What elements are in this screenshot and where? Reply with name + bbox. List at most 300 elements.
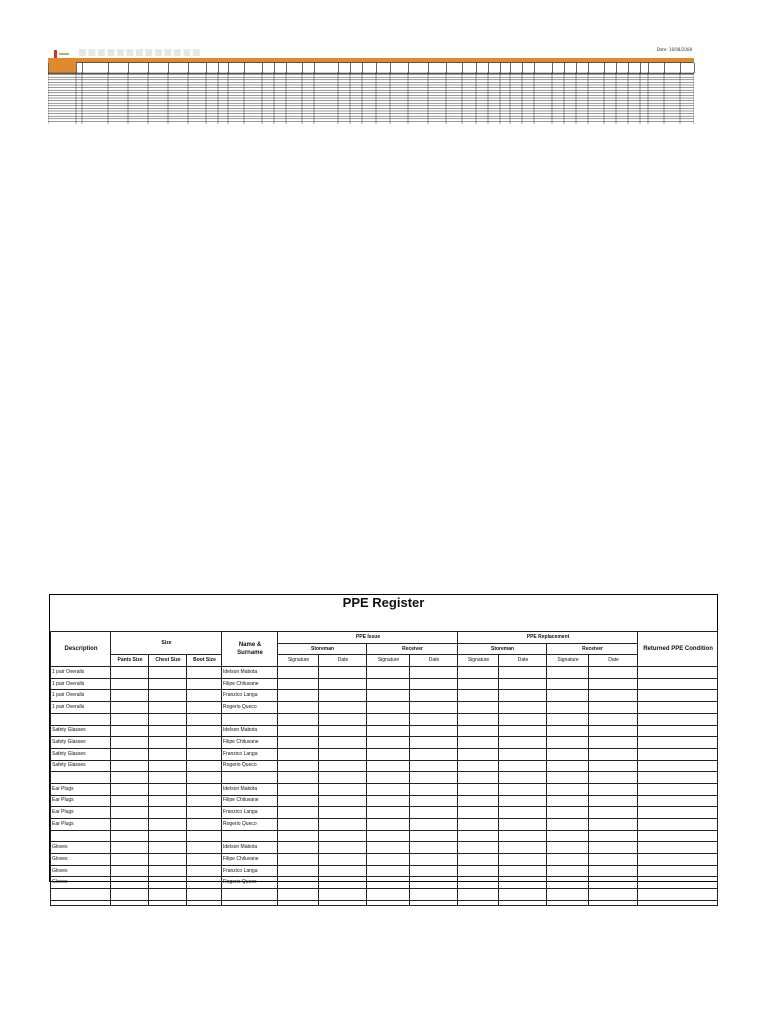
row-empty-cell[interactable] bbox=[589, 783, 638, 795]
row-empty-cell[interactable] bbox=[458, 819, 499, 831]
row-empty-cell[interactable] bbox=[319, 748, 367, 760]
row-empty-cell[interactable] bbox=[547, 842, 589, 854]
row-empty-cell[interactable] bbox=[187, 678, 222, 690]
row-description-cell[interactable]: Safety Glasses bbox=[51, 737, 111, 749]
row-empty-cell[interactable] bbox=[111, 760, 149, 772]
row-empty-cell[interactable] bbox=[547, 725, 589, 737]
row-name-cell[interactable]: Franzico Langa bbox=[222, 865, 278, 877]
row-empty-cell[interactable] bbox=[410, 830, 458, 842]
row-description-cell[interactable] bbox=[51, 889, 111, 901]
row-empty-cell[interactable] bbox=[410, 783, 458, 795]
row-empty-cell[interactable] bbox=[187, 842, 222, 854]
row-description-cell[interactable]: 1 pair Overalls bbox=[51, 702, 111, 714]
row-empty-cell[interactable] bbox=[319, 737, 367, 749]
row-empty-cell[interactable] bbox=[589, 690, 638, 702]
row-empty-cell[interactable] bbox=[367, 830, 410, 842]
row-empty-cell[interactable] bbox=[278, 854, 319, 866]
row-empty-cell[interactable] bbox=[638, 842, 718, 854]
row-empty-cell[interactable] bbox=[111, 830, 149, 842]
row-empty-cell[interactable] bbox=[638, 865, 718, 877]
row-empty-cell[interactable] bbox=[458, 807, 499, 819]
row-empty-cell[interactable] bbox=[547, 760, 589, 772]
row-empty-cell[interactable] bbox=[410, 690, 458, 702]
row-empty-cell[interactable] bbox=[319, 854, 367, 866]
row-empty-cell[interactable] bbox=[458, 900, 499, 905]
row-empty-cell[interactable] bbox=[278, 842, 319, 854]
row-empty-cell[interactable] bbox=[367, 889, 410, 901]
row-empty-cell[interactable] bbox=[187, 865, 222, 877]
row-empty-cell[interactable] bbox=[149, 713, 187, 725]
row-name-cell[interactable]: Rogerio Queco bbox=[222, 760, 278, 772]
row-name-cell[interactable]: Filipe Chiluvane bbox=[222, 737, 278, 749]
row-name-cell[interactable]: Idelson Mabota bbox=[222, 725, 278, 737]
row-name-cell[interactable]: Idelson Mabota bbox=[222, 842, 278, 854]
row-empty-cell[interactable] bbox=[410, 725, 458, 737]
row-empty-cell[interactable] bbox=[410, 819, 458, 831]
row-empty-cell[interactable] bbox=[319, 713, 367, 725]
row-empty-cell[interactable] bbox=[638, 667, 718, 679]
row-description-cell[interactable]: Safety Glasses bbox=[51, 760, 111, 772]
row-empty-cell[interactable] bbox=[278, 737, 319, 749]
row-empty-cell[interactable] bbox=[547, 877, 589, 889]
row-empty-cell[interactable] bbox=[149, 830, 187, 842]
row-description-cell[interactable]: Gloves bbox=[51, 877, 111, 889]
row-empty-cell[interactable] bbox=[410, 667, 458, 679]
row-empty-cell[interactable] bbox=[111, 795, 149, 807]
row-empty-cell[interactable] bbox=[187, 772, 222, 784]
row-empty-cell[interactable] bbox=[499, 865, 547, 877]
row-empty-cell[interactable] bbox=[187, 702, 222, 714]
header-chest-size: Chest Size bbox=[149, 655, 187, 667]
row-empty-cell[interactable] bbox=[149, 865, 187, 877]
row-empty-cell[interactable] bbox=[547, 690, 589, 702]
row-empty-cell[interactable] bbox=[149, 772, 187, 784]
row-description-cell[interactable]: 1 pair Overalls bbox=[51, 678, 111, 690]
row-description-cell[interactable]: 1 pair Overalls bbox=[51, 667, 111, 679]
row-empty-cell[interactable] bbox=[149, 854, 187, 866]
row-description-cell[interactable]: Ear Plugs bbox=[51, 807, 111, 819]
row-empty-cell[interactable] bbox=[367, 667, 410, 679]
row-empty-cell[interactable] bbox=[589, 819, 638, 831]
row-empty-cell[interactable] bbox=[547, 900, 589, 905]
row-empty-cell[interactable] bbox=[149, 807, 187, 819]
row-empty-cell[interactable] bbox=[111, 702, 149, 714]
row-empty-cell[interactable] bbox=[319, 795, 367, 807]
row-empty-cell[interactable] bbox=[547, 737, 589, 749]
row-empty-cell[interactable] bbox=[278, 900, 319, 905]
table-row bbox=[51, 795, 718, 807]
row-name-cell[interactable]: Rogerio Queco bbox=[222, 819, 278, 831]
row-empty-cell[interactable] bbox=[547, 678, 589, 690]
row-empty-cell[interactable] bbox=[278, 725, 319, 737]
row-empty-cell[interactable] bbox=[547, 795, 589, 807]
row-empty-cell[interactable] bbox=[111, 772, 149, 784]
row-empty-cell[interactable] bbox=[367, 690, 410, 702]
row-empty-cell[interactable] bbox=[367, 772, 410, 784]
row-empty-cell[interactable] bbox=[638, 748, 718, 760]
row-empty-cell[interactable] bbox=[187, 830, 222, 842]
row-empty-cell[interactable] bbox=[499, 737, 547, 749]
row-empty-cell[interactable] bbox=[638, 690, 718, 702]
row-empty-cell[interactable] bbox=[187, 748, 222, 760]
row-empty-cell[interactable] bbox=[187, 900, 222, 905]
row-name-cell[interactable]: Rogerio Queco bbox=[222, 877, 278, 889]
row-name-cell[interactable]: Filipe Chiluvane bbox=[222, 854, 278, 866]
row-empty-cell[interactable] bbox=[589, 889, 638, 901]
row-description-cell[interactable]: Ear Plugs bbox=[51, 783, 111, 795]
row-empty-cell[interactable] bbox=[367, 737, 410, 749]
row-empty-cell[interactable] bbox=[278, 678, 319, 690]
row-empty-cell[interactable] bbox=[367, 807, 410, 819]
row-empty-cell[interactable] bbox=[111, 854, 149, 866]
row-empty-cell[interactable] bbox=[149, 725, 187, 737]
row-empty-cell[interactable] bbox=[278, 807, 319, 819]
row-empty-cell[interactable] bbox=[367, 760, 410, 772]
row-empty-cell[interactable] bbox=[547, 713, 589, 725]
row-empty-cell[interactable] bbox=[458, 713, 499, 725]
row-empty-cell[interactable] bbox=[222, 900, 278, 905]
row-empty-cell[interactable] bbox=[458, 877, 499, 889]
row-empty-cell[interactable] bbox=[319, 889, 367, 901]
row-empty-cell[interactable] bbox=[367, 725, 410, 737]
row-empty-cell[interactable] bbox=[499, 667, 547, 679]
row-empty-cell[interactable] bbox=[458, 737, 499, 749]
row-name-cell[interactable]: Franzico Langa bbox=[222, 690, 278, 702]
row-empty-cell[interactable] bbox=[589, 702, 638, 714]
row-name-cell[interactable]: Idelson Mabota bbox=[222, 783, 278, 795]
row-empty-cell[interactable] bbox=[589, 830, 638, 842]
row-empty-cell[interactable] bbox=[410, 702, 458, 714]
row-empty-cell[interactable] bbox=[111, 889, 149, 901]
header-pants-size: Pants Size bbox=[111, 655, 149, 667]
header-issue-storeman-date: Date bbox=[319, 655, 367, 667]
row-empty-cell[interactable] bbox=[589, 854, 638, 866]
row-empty-cell[interactable] bbox=[589, 760, 638, 772]
row-empty-cell[interactable] bbox=[458, 830, 499, 842]
row-empty-cell[interactable] bbox=[111, 690, 149, 702]
row-empty-cell[interactable] bbox=[410, 713, 458, 725]
row-name-cell[interactable] bbox=[222, 772, 278, 784]
row-empty-cell[interactable] bbox=[499, 819, 547, 831]
row-empty-cell[interactable] bbox=[410, 737, 458, 749]
row-empty-cell[interactable] bbox=[149, 889, 187, 901]
row-empty-cell[interactable] bbox=[278, 819, 319, 831]
row-empty-cell[interactable] bbox=[278, 702, 319, 714]
row-empty-cell[interactable] bbox=[149, 678, 187, 690]
row-empty-cell[interactable] bbox=[458, 795, 499, 807]
row-empty-cell[interactable] bbox=[547, 854, 589, 866]
row-empty-cell[interactable] bbox=[410, 678, 458, 690]
row-empty-cell[interactable] bbox=[499, 772, 547, 784]
row-empty-cell[interactable] bbox=[547, 783, 589, 795]
row-empty-cell[interactable] bbox=[638, 807, 718, 819]
row-empty-cell[interactable] bbox=[547, 702, 589, 714]
row-empty-cell[interactable] bbox=[410, 748, 458, 760]
table-row bbox=[51, 713, 718, 725]
row-description-cell[interactable]: Gloves bbox=[51, 842, 111, 854]
row-description-cell[interactable] bbox=[51, 830, 111, 842]
row-empty-cell[interactable] bbox=[410, 795, 458, 807]
row-empty-cell[interactable] bbox=[547, 819, 589, 831]
row-empty-cell[interactable] bbox=[458, 842, 499, 854]
row-empty-cell[interactable] bbox=[111, 783, 149, 795]
row-empty-cell[interactable] bbox=[278, 667, 319, 679]
row-description-cell[interactable]: Safety Glasses bbox=[51, 748, 111, 760]
row-empty-cell[interactable] bbox=[458, 690, 499, 702]
row-empty-cell[interactable] bbox=[149, 900, 187, 905]
row-description-cell[interactable]: Ear Plugs bbox=[51, 795, 111, 807]
row-empty-cell[interactable] bbox=[319, 702, 367, 714]
row-empty-cell[interactable] bbox=[319, 678, 367, 690]
row-empty-cell[interactable] bbox=[319, 842, 367, 854]
row-empty-cell[interactable] bbox=[111, 877, 149, 889]
row-empty-cell[interactable] bbox=[187, 807, 222, 819]
row-empty-cell[interactable] bbox=[638, 725, 718, 737]
row-empty-cell[interactable] bbox=[458, 772, 499, 784]
row-description-cell[interactable]: 1 pair Overalls bbox=[51, 690, 111, 702]
row-empty-cell[interactable] bbox=[367, 819, 410, 831]
row-empty-cell[interactable] bbox=[410, 900, 458, 905]
row-empty-cell[interactable] bbox=[638, 772, 718, 784]
row-empty-cell[interactable] bbox=[187, 737, 222, 749]
row-empty-cell[interactable] bbox=[638, 795, 718, 807]
row-empty-cell[interactable] bbox=[149, 842, 187, 854]
row-empty-cell[interactable] bbox=[278, 772, 319, 784]
row-empty-cell[interactable] bbox=[187, 854, 222, 866]
row-empty-cell[interactable] bbox=[589, 737, 638, 749]
row-empty-cell[interactable] bbox=[547, 807, 589, 819]
row-empty-cell[interactable] bbox=[589, 807, 638, 819]
row-empty-cell[interactable] bbox=[111, 819, 149, 831]
row-empty-cell[interactable] bbox=[149, 702, 187, 714]
row-empty-cell[interactable] bbox=[367, 877, 410, 889]
row-empty-cell[interactable] bbox=[458, 760, 499, 772]
row-empty-cell[interactable] bbox=[458, 889, 499, 901]
row-empty-cell[interactable] bbox=[278, 690, 319, 702]
row-empty-cell[interactable] bbox=[547, 889, 589, 901]
row-empty-cell[interactable] bbox=[367, 783, 410, 795]
row-empty-cell[interactable] bbox=[367, 748, 410, 760]
row-empty-cell[interactable] bbox=[638, 819, 718, 831]
row-name-cell[interactable]: Filipe Chiluvane bbox=[222, 795, 278, 807]
row-empty-cell[interactable] bbox=[187, 713, 222, 725]
row-empty-cell[interactable] bbox=[111, 842, 149, 854]
row-empty-cell[interactable] bbox=[319, 667, 367, 679]
row-empty-cell[interactable] bbox=[638, 854, 718, 866]
row-empty-cell[interactable] bbox=[187, 760, 222, 772]
row-empty-cell[interactable] bbox=[638, 760, 718, 772]
row-empty-cell[interactable] bbox=[187, 889, 222, 901]
row-empty-cell[interactable] bbox=[149, 737, 187, 749]
row-name-cell[interactable] bbox=[222, 889, 278, 901]
row-description-cell[interactable]: Ear Plugs bbox=[51, 819, 111, 831]
row-empty-cell[interactable] bbox=[278, 760, 319, 772]
row-empty-cell[interactable] bbox=[547, 772, 589, 784]
row-empty-cell[interactable] bbox=[111, 748, 149, 760]
row-empty-cell[interactable] bbox=[319, 807, 367, 819]
row-empty-cell[interactable] bbox=[638, 830, 718, 842]
row-empty-cell[interactable] bbox=[499, 877, 547, 889]
row-empty-cell[interactable] bbox=[589, 713, 638, 725]
row-empty-cell[interactable] bbox=[547, 830, 589, 842]
row-empty-cell[interactable] bbox=[319, 783, 367, 795]
row-empty-cell[interactable] bbox=[458, 865, 499, 877]
row-empty-cell[interactable] bbox=[319, 725, 367, 737]
row-empty-cell[interactable] bbox=[149, 690, 187, 702]
row-empty-cell[interactable] bbox=[410, 760, 458, 772]
row-empty-cell[interactable] bbox=[319, 830, 367, 842]
row-empty-cell[interactable] bbox=[149, 748, 187, 760]
row-empty-cell[interactable] bbox=[638, 877, 718, 889]
row-empty-cell[interactable] bbox=[111, 725, 149, 737]
row-empty-cell[interactable] bbox=[149, 667, 187, 679]
row-description-cell[interactable]: Safety Glasses bbox=[51, 725, 111, 737]
row-empty-cell[interactable] bbox=[499, 842, 547, 854]
row-name-cell[interactable]: Filipe Chiluvane bbox=[222, 678, 278, 690]
row-empty-cell[interactable] bbox=[187, 725, 222, 737]
row-empty-cell[interactable] bbox=[187, 877, 222, 889]
row-empty-cell[interactable] bbox=[278, 889, 319, 901]
row-name-cell[interactable]: Rogerio Queco bbox=[222, 702, 278, 714]
row-name-cell[interactable] bbox=[222, 713, 278, 725]
row-empty-cell[interactable] bbox=[187, 819, 222, 831]
row-empty-cell[interactable] bbox=[278, 877, 319, 889]
row-empty-cell[interactable] bbox=[149, 795, 187, 807]
row-empty-cell[interactable] bbox=[319, 772, 367, 784]
row-description-cell[interactable] bbox=[51, 772, 111, 784]
row-name-cell[interactable]: Idelson Mabota bbox=[222, 667, 278, 679]
row-empty-cell[interactable] bbox=[589, 748, 638, 760]
row-description-cell[interactable]: Gloves bbox=[51, 854, 111, 866]
row-empty-cell[interactable] bbox=[319, 819, 367, 831]
row-empty-cell[interactable] bbox=[499, 830, 547, 842]
row-empty-cell[interactable] bbox=[367, 854, 410, 866]
row-empty-cell[interactable] bbox=[367, 678, 410, 690]
row-empty-cell[interactable] bbox=[547, 865, 589, 877]
row-empty-cell[interactable] bbox=[367, 842, 410, 854]
row-empty-cell[interactable] bbox=[51, 900, 111, 905]
row-empty-cell[interactable] bbox=[111, 667, 149, 679]
row-empty-cell[interactable] bbox=[638, 737, 718, 749]
row-empty-cell[interactable] bbox=[638, 713, 718, 725]
row-empty-cell[interactable] bbox=[111, 900, 149, 905]
row-empty-cell[interactable] bbox=[589, 772, 638, 784]
row-empty-cell[interactable] bbox=[149, 783, 187, 795]
row-empty-cell[interactable] bbox=[499, 889, 547, 901]
row-empty-cell[interactable] bbox=[410, 865, 458, 877]
row-empty-cell[interactable] bbox=[410, 877, 458, 889]
row-empty-cell[interactable] bbox=[367, 795, 410, 807]
row-empty-cell[interactable] bbox=[278, 783, 319, 795]
row-empty-cell[interactable] bbox=[589, 795, 638, 807]
header-issue-receiver-date: Date bbox=[410, 655, 458, 667]
row-empty-cell[interactable] bbox=[499, 748, 547, 760]
row-empty-cell[interactable] bbox=[111, 865, 149, 877]
row-empty-cell[interactable] bbox=[458, 783, 499, 795]
row-empty-cell[interactable] bbox=[367, 713, 410, 725]
row-empty-cell[interactable] bbox=[278, 748, 319, 760]
row-empty-cell[interactable] bbox=[499, 854, 547, 866]
row-empty-cell[interactable] bbox=[410, 772, 458, 784]
row-empty-cell[interactable] bbox=[367, 702, 410, 714]
row-empty-cell[interactable] bbox=[149, 760, 187, 772]
row-empty-cell[interactable] bbox=[187, 783, 222, 795]
row-empty-cell[interactable] bbox=[499, 900, 547, 905]
row-empty-cell[interactable] bbox=[499, 807, 547, 819]
row-empty-cell[interactable] bbox=[589, 725, 638, 737]
row-empty-cell[interactable] bbox=[278, 713, 319, 725]
row-empty-cell[interactable] bbox=[589, 877, 638, 889]
row-empty-cell[interactable] bbox=[458, 854, 499, 866]
row-empty-cell[interactable] bbox=[278, 795, 319, 807]
row-empty-cell[interactable] bbox=[187, 667, 222, 679]
row-empty-cell[interactable] bbox=[149, 877, 187, 889]
row-empty-cell[interactable] bbox=[458, 678, 499, 690]
row-empty-cell[interactable] bbox=[547, 748, 589, 760]
row-empty-cell[interactable] bbox=[499, 795, 547, 807]
row-empty-cell[interactable] bbox=[589, 678, 638, 690]
row-empty-cell[interactable] bbox=[499, 783, 547, 795]
row-empty-cell[interactable] bbox=[367, 900, 410, 905]
row-empty-cell[interactable] bbox=[149, 819, 187, 831]
row-empty-cell[interactable] bbox=[111, 737, 149, 749]
row-empty-cell[interactable] bbox=[319, 900, 367, 905]
row-empty-cell[interactable] bbox=[187, 690, 222, 702]
row-empty-cell[interactable] bbox=[547, 667, 589, 679]
row-empty-cell[interactable] bbox=[410, 807, 458, 819]
row-name-cell[interactable]: Franzico Langa bbox=[222, 807, 278, 819]
row-empty-cell[interactable] bbox=[499, 713, 547, 725]
row-empty-cell[interactable] bbox=[319, 690, 367, 702]
row-description-cell[interactable] bbox=[51, 713, 111, 725]
row-empty-cell[interactable] bbox=[319, 760, 367, 772]
row-empty-cell[interactable] bbox=[638, 702, 718, 714]
row-empty-cell[interactable] bbox=[589, 865, 638, 877]
row-description-cell[interactable]: Gloves bbox=[51, 865, 111, 877]
row-name-cell[interactable] bbox=[222, 830, 278, 842]
row-empty-cell[interactable] bbox=[111, 713, 149, 725]
row-empty-cell[interactable] bbox=[638, 783, 718, 795]
row-empty-cell[interactable] bbox=[458, 702, 499, 714]
row-empty-cell[interactable] bbox=[499, 678, 547, 690]
row-empty-cell[interactable] bbox=[589, 667, 638, 679]
row-empty-cell[interactable] bbox=[410, 854, 458, 866]
row-empty-cell[interactable] bbox=[589, 900, 638, 905]
row-empty-cell[interactable] bbox=[187, 795, 222, 807]
row-empty-cell[interactable] bbox=[458, 667, 499, 679]
row-empty-cell[interactable] bbox=[589, 842, 638, 854]
row-empty-cell[interactable] bbox=[319, 877, 367, 889]
row-empty-cell[interactable] bbox=[499, 690, 547, 702]
row-empty-cell[interactable] bbox=[278, 830, 319, 842]
row-empty-cell[interactable] bbox=[111, 807, 149, 819]
row-empty-cell[interactable] bbox=[319, 865, 367, 877]
row-empty-cell[interactable] bbox=[638, 678, 718, 690]
row-empty-cell[interactable] bbox=[278, 865, 319, 877]
row-empty-cell[interactable] bbox=[499, 702, 547, 714]
row-name-cell[interactable]: Franzico Langa bbox=[222, 748, 278, 760]
row-empty-cell[interactable] bbox=[410, 842, 458, 854]
row-empty-cell[interactable] bbox=[499, 760, 547, 772]
row-empty-cell[interactable] bbox=[638, 889, 718, 901]
row-empty-cell[interactable] bbox=[499, 725, 547, 737]
row-empty-cell[interactable] bbox=[638, 900, 718, 905]
row-empty-cell[interactable] bbox=[410, 889, 458, 901]
row-empty-cell[interactable] bbox=[458, 725, 499, 737]
row-empty-cell[interactable] bbox=[111, 678, 149, 690]
row-empty-cell[interactable] bbox=[458, 748, 499, 760]
row-empty-cell[interactable] bbox=[367, 865, 410, 877]
